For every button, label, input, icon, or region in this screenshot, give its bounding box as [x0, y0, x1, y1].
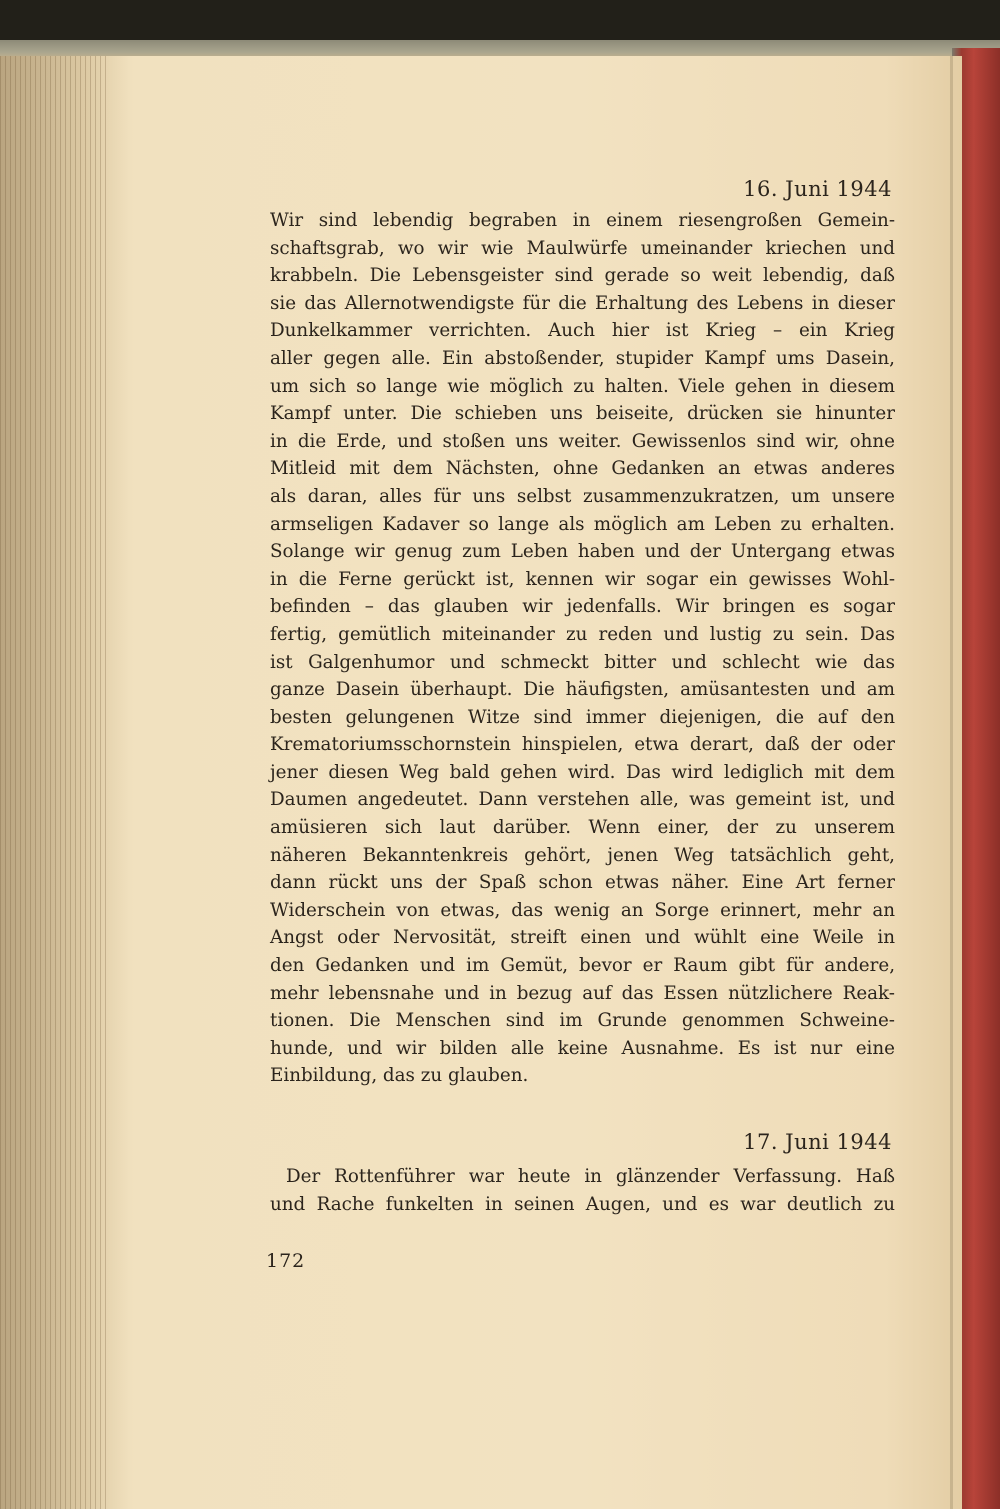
text-line: Der Rottenführer war heute in glänzender Verfassung. Haß [286, 1166, 895, 1187]
text-line: in die Ferne gerückt ist, kennen wir sogar ein gewisses Wohl- [270, 568, 895, 590]
page-right-edge [950, 56, 953, 1509]
text-line: Angst oder Nervosität, streift einen und wühlt eine Weile in [270, 927, 895, 949]
text-line: armseligen Kadaver so lange als möglich am Leben zu erhalten. [270, 513, 895, 535]
entry-date: 16. Juni 1944 [743, 177, 892, 201]
text-line: fertig, gemütlich miteinander zu reden und lustig zu sein. Das [270, 623, 895, 645]
text-line: Mitleid mit dem Nächsten, ohne Gedanken an etwas anderes [270, 458, 895, 480]
entry-body [270, 207, 895, 1090]
text-line: Krematoriumsschornstein hinspielen, etwa derart, daß der oder [270, 734, 895, 756]
text-line: und Rache funkelten in seinen Augen, und es war deutlich zu [270, 1193, 895, 1215]
text-line: hunde, und wir bilden alle keine Ausnahme. Es ist nur eine [270, 1037, 895, 1059]
text-line: mehr lebensnahe und in bezug auf das Essen nützlichere Reak- [270, 982, 895, 1004]
text-line: in die Erde, und stoßen uns weiter. Gewissenlos sind wir, ohne [270, 430, 895, 452]
entry-date: 17. Juni 1944 [743, 1130, 892, 1154]
text-line: Dunkelkammer verrichten. Auch hier ist Krieg – ein Krieg [270, 320, 895, 342]
page-gutter-shadow [0, 56, 130, 1509]
text-line: ist Galgenhumor und schmeckt bitter und schlecht wie das [270, 651, 895, 673]
entry-body [270, 1163, 895, 1218]
text-line: Daumen angedeutet. Dann verstehen alle, was gemeint ist, und [270, 789, 895, 811]
text-line: aller gegen alle. Ein abstoßender, stupider Kampf ums Dasein, [270, 347, 895, 369]
text-line: als daran, alles für uns selbst zusammenzukratzen, um unsere [270, 485, 895, 507]
page-number: 172 [266, 1250, 306, 1272]
text-line: tionen. Die Menschen sind im Grunde genommen Schweine- [270, 1010, 895, 1032]
text-line: krabbeln. Die Lebensgeister sind gerade so weit lebendig, daß [270, 265, 895, 287]
text-line: den Gedanken und im Gemüt, bevor er Raum gibt für andere, [270, 955, 895, 977]
text-line: Einbildung, das zu glauben. [270, 1065, 529, 1087]
text-line: amüsieren sich laut darüber. Wenn einer, der zu unserem [270, 817, 895, 839]
text-line: besten gelungenen Witze sind immer diejenigen, die auf den [270, 706, 895, 728]
text-line: ganze Dasein überhaupt. Die häufigsten, amüsantesten und am [270, 679, 895, 701]
text-line: sie das Allernotwendigste für die Erhaltung des Lebens in dieser [270, 292, 895, 314]
text-line: Solange wir genug zum Leben haben und der Untergang etwas [270, 541, 895, 563]
text-line: Widerschein von etwas, das wenig an Sorge erinnert, mehr an [270, 899, 895, 921]
text-line: Wir sind lebendig begraben in einem riesengroßen Gemein- [270, 210, 895, 231]
text-line: jener diesen Weg bald gehen wird. Das wird lediglich mit dem [270, 761, 895, 783]
text-line: um sich so lange wie möglich zu halten. Viele gehen in diesem [270, 375, 895, 397]
text-line: dann rückt uns der Spaß schon etwas näher. Eine Art ferner [270, 872, 895, 894]
text-line: Kampf unter. Die schieben uns beiseite, drücken sie hinunter [270, 403, 895, 425]
text-line: schaftsgrab, wo wir wie Maulwürfe umeinander kriechen und [270, 237, 895, 259]
text-line: befinden – das glauben wir jedenfalls. Wir bringen es sogar [270, 596, 895, 618]
text-line: näheren Bekanntenkreis gehört, jenen Weg tatsächlich geht, [270, 844, 895, 866]
